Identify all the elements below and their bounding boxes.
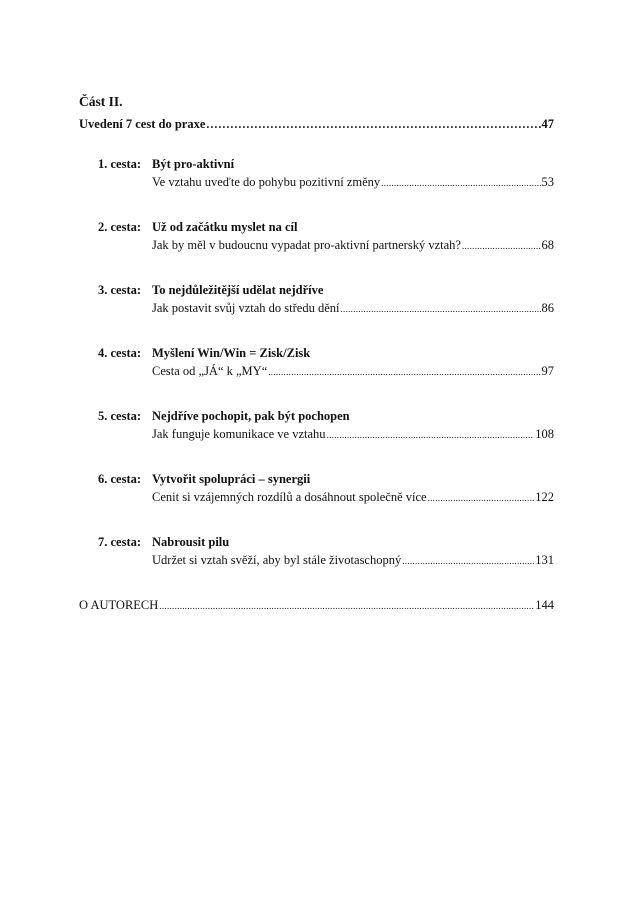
page-number: 131: [535, 553, 554, 567]
dot-leader: [268, 367, 540, 377]
entry-number: 5. cesta:: [98, 409, 142, 423]
toc-entry-2[interactable]: [98, 220, 554, 256]
entry-number: 7. cesta:: [98, 535, 142, 549]
entry-title: Nejdříve pochopit, pak být pochopen: [152, 409, 350, 423]
entry-title: Být pro-aktivní: [152, 157, 235, 171]
entry-subtitle: Jak by měl v budoucnu vypadat pro-aktivní partnerský vztah?: [152, 238, 461, 252]
dot-leader: [402, 556, 534, 566]
page-number: 97: [541, 364, 554, 378]
entry-title: To nejdůležitější udělat nejdříve: [152, 283, 324, 297]
entry-number: 3. cesta:: [98, 283, 142, 297]
dot-leader: [340, 304, 540, 314]
entry-number: 6. cesta:: [98, 472, 142, 486]
entry-subtitle: Cesta od „JÁ“ k „MY“: [152, 364, 268, 378]
page-number: 53: [541, 175, 554, 189]
toc-entry-7[interactable]: [98, 535, 554, 571]
dot-leader: [327, 430, 535, 440]
toc-entry-3[interactable]: [98, 283, 554, 319]
entry-title: Vytvořit spolupráci – synergii: [152, 472, 311, 486]
dot-leader: [206, 117, 540, 132]
page-number: 68: [541, 238, 554, 252]
dot-leader: [462, 241, 541, 251]
entry-number: 4. cesta:: [98, 346, 142, 360]
about-label: O AUTORECH: [79, 598, 159, 612]
toc-entry-5[interactable]: [98, 409, 554, 445]
entry-title: Nabrousit pilu: [152, 535, 230, 549]
page-number: 47: [541, 117, 554, 131]
dot-leader: [428, 493, 535, 503]
dot-leader: [381, 178, 540, 188]
entry-number: 1. cesta:: [98, 157, 142, 171]
entry-subtitle: Udržet si vztah svěží, aby byl stále životaschopný: [152, 553, 402, 567]
page-number: 144: [535, 598, 554, 612]
entry-title: Už od začátku myslet na cíl: [152, 220, 298, 234]
toc-about-authors[interactable]: [79, 598, 554, 613]
page-number: 108: [535, 427, 554, 441]
toc-entry-6[interactable]: [98, 472, 554, 508]
entry-subtitle: Cenit si vzájemných rozdílů a dosáhnout společně více: [152, 490, 427, 504]
entry-subtitle: Jak postavit svůj vztah do středu dění: [152, 301, 340, 315]
toc-entry-4[interactable]: [98, 346, 554, 382]
page-number: 86: [541, 301, 554, 315]
part-label: Uvedení 7 cest do praxe: [79, 117, 206, 131]
dot-leader: [159, 601, 534, 611]
entry-subtitle: Jak funguje komunikace ve vztahu: [152, 427, 326, 441]
entry-title: Myšlení Win/Win = Zisk/Zisk: [152, 346, 311, 360]
toc-entry-1[interactable]: [98, 157, 554, 193]
entry-subtitle: Ve vztahu uveďte do pohybu pozitivní změny: [152, 175, 381, 189]
toc-part-entry[interactable]: [79, 117, 554, 132]
entry-number: 2. cesta:: [98, 220, 142, 234]
part-title: Část II.: [79, 94, 123, 109]
page-number: 122: [535, 490, 554, 504]
